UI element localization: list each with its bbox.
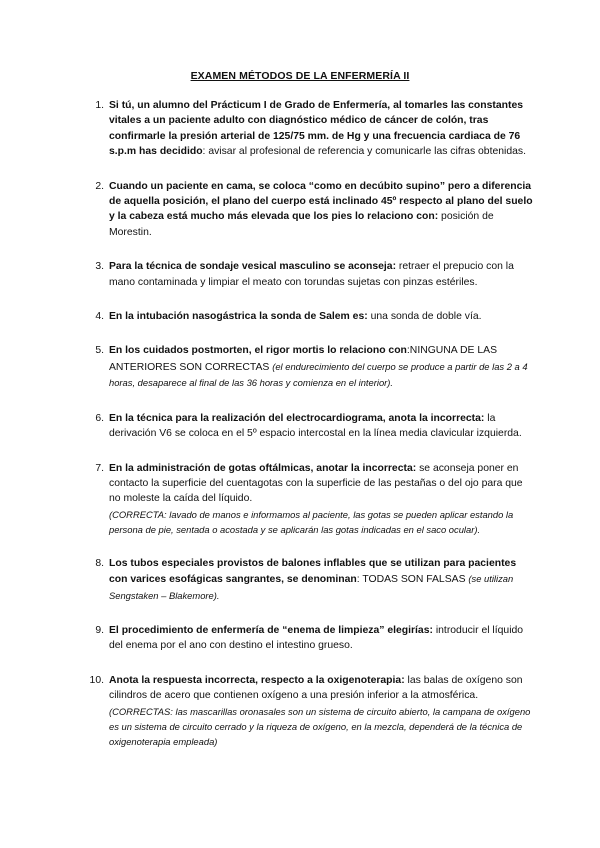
question-item	[82, 461, 534, 537]
question-stem: Cuando un paciente en cama, se coloca “como en decúbito supino” pero a diferencia de aquella posición, el plano del cuerpo está inclinado 45º respecto al plano del suelo y la cabeza está mucho más elevada que los pies lo relaciono con:	[109, 180, 533, 223]
question-number: 1.	[95, 100, 104, 111]
question-number: 6.	[95, 412, 104, 424]
question-answer: : avisar al profesional de referencia y comunicarle las cifras obtenidas.	[202, 146, 526, 158]
question-answer: la derivación V6 se coloca en el 5º espacio intercostal en la línea media clavicular izquierda.	[109, 412, 522, 440]
question-stem: El procedimiento de enfermería de “enema de limpieza” elegirías:	[109, 624, 433, 636]
question-number: 10.	[89, 674, 104, 686]
question-number: 8.	[95, 557, 104, 569]
question-note: (se utilizan Sengstaken – Blakemore).	[109, 573, 514, 601]
question-stem: En la administración de gotas oftálmicas, anotar la incorrecta:	[109, 462, 417, 474]
question-stem: En la intubación nasogástrica la sonda de Salem es:	[109, 311, 368, 323]
question-note: (el endurecimiento del cuerpo se produce a partir de las 2 a 4 horas, desaparece al final de las 36 horas y comienza en el interior).	[109, 360, 528, 389]
question-number: 7.	[95, 462, 104, 474]
question-item	[82, 98, 534, 160]
question-answer: : TODAS SON FALSAS	[356, 574, 469, 586]
question-number: 2.	[95, 180, 104, 192]
question-number: 3.	[95, 261, 104, 273]
question-list	[82, 98, 534, 768]
question-answer: :NINGUNA DE LAS ANTERIORES SON CORRECTAS	[109, 345, 497, 373]
question-note: (CORRECTAS: las mascarillas oronasales son un sistema de circuito abierto, la campana de oxígeno es un sistema de circuito cerrado y la riqueza de oxígeno, en la mezcla, dependerá de la técnica de oxigenoterapia empleada)	[109, 705, 531, 747]
question-stem: En los cuidados postmorten, el rigor mortis lo relaciono con	[109, 345, 407, 357]
question-answer: las balas de oxígeno son cilindros de acero que contienen oxígeno a una presión inferior a la atmosférica.	[109, 674, 523, 702]
question-item	[82, 411, 534, 442]
question-item	[82, 259, 534, 290]
page-title: EXAMEN MÉTODOS DE LA ENFERMERÍA II	[190, 70, 410, 82]
question-item	[82, 673, 534, 749]
question-item	[82, 623, 534, 654]
question-note: (CORRECTA: lavado de manos e informamos al paciente, las gotas se pueden aplicar estando la persona de pie, sentada o acostada y se aplicarán las gotas indicadas en el saco ocular).	[109, 508, 514, 535]
question-number: 9.	[95, 624, 104, 636]
question-item	[82, 309, 534, 324]
question-stem: En la técnica para la realización del electrocardiograma, anota la incorrecta:	[109, 412, 485, 424]
question-stem: Anota la respuesta incorrecta, respecto a la oxigenoterapia:	[109, 674, 405, 686]
question-answer: se aconseja poner en contacto la superficie del cuentagotas con la superficie de las pestañas o del ojo para que no moleste la caída del líquido.	[109, 462, 523, 505]
question-stem: Los tubos especiales provistos de balones inflables que se utilizan para pacientes con varices esofágicas sangrantes, se denominan	[109, 557, 517, 586]
question-answer: posición de Morestin.	[109, 211, 494, 238]
question-stem: Para la técnica de sondaje vesical masculino se aconseja:	[109, 261, 397, 273]
question-item	[82, 343, 534, 391]
question-number: 4.	[95, 311, 104, 323]
question-number: 5.	[95, 345, 104, 357]
question-answer: introducir el líquido del enema por el ano con destino el intestino grueso.	[109, 624, 524, 652]
question-item	[82, 556, 534, 604]
question-stem: Si tú, un alumno del Prácticum I de Grado de Enfermería, al tomarles las constantes vitales a un paciente adulto con diagnóstico médico de cáncer de colón, tras confirmarle la presión arterial de 125/75 mm. de Hg y una frecuencia cardiaca de 76 s.p.m has decidido	[109, 100, 524, 158]
question-item	[82, 179, 534, 241]
question-answer: una sonda de doble vía.	[367, 311, 482, 323]
question-answer: retraer el prepucio con la mano contaminada y limpiar el meato con torundas sujetas con pinzas estériles.	[109, 261, 514, 288]
